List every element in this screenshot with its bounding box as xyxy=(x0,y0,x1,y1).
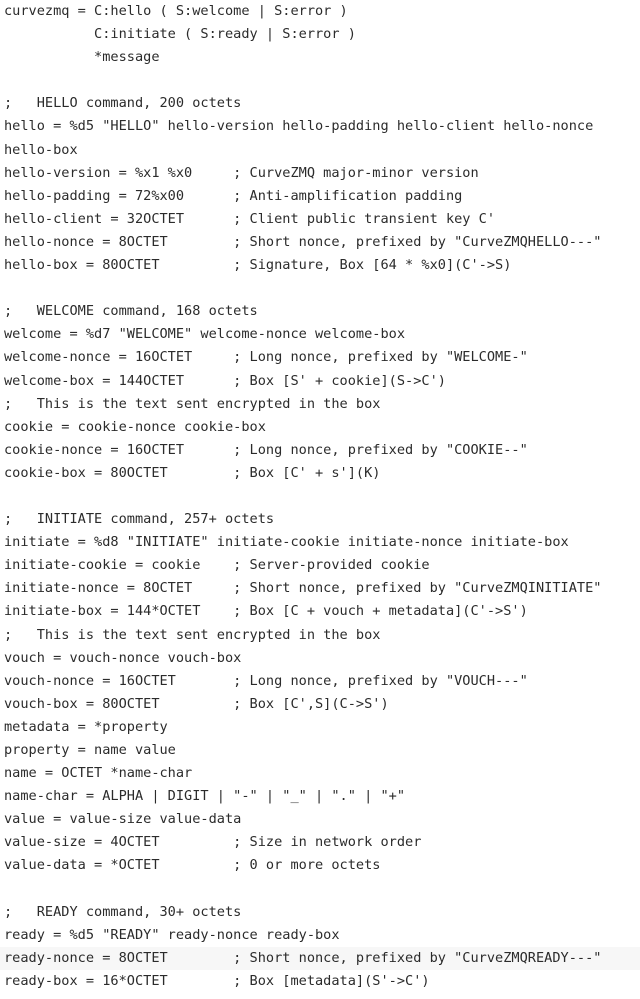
code-line: hello-box xyxy=(4,141,78,158)
code-line: cookie-nonce = 16OCTET ; Long nonce, prefixed by "COOKIE--" xyxy=(4,441,528,458)
code-line: initiate-cookie = cookie ; Server-provided cookie xyxy=(4,557,430,574)
code-line: initiate-nonce = 8OCTET ; Short nonce, prefixed by "CurveZMQINITIATE" xyxy=(4,580,602,597)
code-line: vouch-box = 80OCTET ; Box [C',S](C->S') xyxy=(4,695,389,712)
code-line: hello-padding = 72%x00 ; Anti-amplification padding xyxy=(4,187,463,204)
code-line: hello = %d5 "HELLO" hello-version hello-padding hello-client hello-nonce xyxy=(4,118,594,135)
code-line: *message xyxy=(4,49,160,66)
code-line: ; This is the text sent encrypted in the box xyxy=(4,395,381,412)
code-line: initiate = %d8 "INITIATE" initiate-cookie initiate-nonce initiate-box xyxy=(4,534,569,551)
code-line: vouch-nonce = 16OCTET ; Long nonce, prefixed by "VOUCH---" xyxy=(4,672,528,689)
code-line: ; This is the text sent encrypted in the box xyxy=(4,626,381,643)
code-line xyxy=(0,878,640,901)
code-line: name = OCTET *name-char xyxy=(4,765,193,782)
code-line: ; WELCOME command, 168 octets xyxy=(4,303,258,320)
code-line xyxy=(0,485,640,508)
code-line: welcome-box = 144OCTET ; Box [S' + cookie](S->C') xyxy=(4,372,446,389)
code-line: hello-box = 80OCTET ; Signature, Box [64 * %x0](C'->S) xyxy=(4,257,512,274)
code-line: name-char = ALPHA | DIGIT | "-" | "_" | "." | "+" xyxy=(4,788,406,805)
code-line: property = name value xyxy=(4,742,176,758)
code-line: ; HELLO command, 200 octets xyxy=(4,95,242,112)
code-line: cookie = cookie-nonce cookie-box xyxy=(4,418,266,435)
code-line: metadata = *property xyxy=(4,718,168,735)
code-line: value-data = *OCTET ; 0 or more octets xyxy=(4,857,381,874)
code-line: curvezmq = C:hello ( S:welcome | S:error ) xyxy=(4,3,348,19)
code-line: welcome = %d7 "WELCOME" welcome-nonce welcome-box xyxy=(4,326,406,343)
code-line: hello-client = 32OCTET ; Client public transient key C' xyxy=(4,210,496,227)
code-line xyxy=(0,277,640,300)
code-line: hello-version = %x1 %x0 ; CurveZMQ major-minor version xyxy=(4,164,479,181)
code-line: ; INITIATE command, 257+ octets xyxy=(4,511,275,528)
code-line: value-size = 4OCTET ; Size in network order xyxy=(4,834,422,851)
code-line: initiate-box = 144*OCTET ; Box [C + vouch + metadata](C'->S') xyxy=(4,603,528,620)
code-line: cookie-box = 80OCTET ; Box [C' + s'](K) xyxy=(4,464,381,481)
code-line: welcome-nonce = 16OCTET ; Long nonce, prefixed by "WELCOME-" xyxy=(4,349,528,366)
code-line: hello-nonce = 8OCTET ; Short nonce, prefixed by "CurveZMQHELLO---" xyxy=(4,233,602,250)
code-line: ready = %d5 "READY" ready-nonce ready-box xyxy=(4,926,340,943)
code-line: C:initiate ( S:ready | S:error ) xyxy=(4,26,356,43)
code-line: ready-nonce = 8OCTET ; Short nonce, prefixed by "CurveZMQREADY---" xyxy=(0,947,640,970)
code-line xyxy=(0,69,640,92)
code-line: value = value-size value-data xyxy=(4,811,242,828)
code-line: ready-box = 16*OCTET ; Box [metadata](S'->C') xyxy=(4,972,430,989)
code-line: vouch = vouch-nonce vouch-box xyxy=(4,649,242,666)
code-line: ; READY command, 30+ octets xyxy=(4,903,242,920)
